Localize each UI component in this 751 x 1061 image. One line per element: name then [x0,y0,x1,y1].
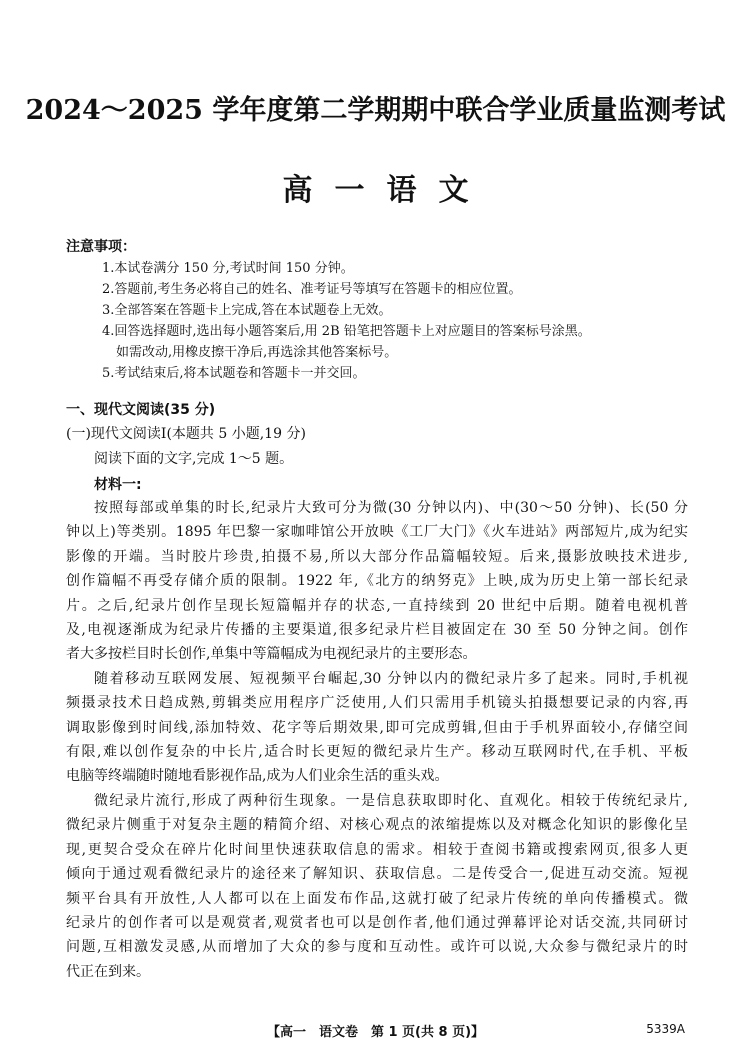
passage-line: 及,电视逐渐成为纪录片传播的主要渠道,很多纪录片栏目被固定在 30 至 50 分钟之间。创作 [66,622,688,639]
passage-line: 电脑等终端随时随地看影视作品,成为人们业余生活的重头戏。 [66,768,449,785]
notice-item: 1.本试卷满分 150 分,考试时间 150 分钟。 [102,261,354,276]
notice-item-continuation: 如需改动,用橡皮擦干净后,再选涂其他答案标号。 [116,345,398,360]
notice-item: 3.全部答案在答题卡上完成,答在本试题卷上无效。 [102,303,392,318]
passage-line: 频摄录技术日趋成熟,剪辑类应用程序广泛使用,人们只需用手机镜头拍摄想要记录的内容,再 [66,695,688,712]
section-subheading: (一)现代文阅读Ⅰ(本题共 5 小题,19 分) [66,426,306,442]
passage-line: 片。之后,纪录片创作呈现长短篇幅并存的状态,一直持续到 20 世纪中后期。随着电视机普 [66,597,688,614]
notice-item: 5.考试结束后,将本试题卷和答题卡一并交回。 [102,366,366,381]
passage-line: 随着移动互联网发展、短视频平台崛起,30 分钟以内的微纪录片多了起来。同时,手机视 [94,670,688,687]
passage-line: 倾向于通过观看微纪录片的途径来了解知识、获取信息。二是传受合一,促进互动交流。短视 [66,866,688,883]
paper-code: 5339A [646,1022,685,1036]
passage-line: 钟以上)等类别。1895 年巴黎一家咖啡馆公开放映《工厂大门》《火车进站》两部短片,成为纪实 [66,524,688,541]
passage-line: 代正在到来。 [66,963,150,980]
passage-line: 影像的开端。当时胶片珍贵,拍摄不易,所以大部分作品篇幅较短。后来,摄影放映技术进步, [66,548,688,565]
passage-line: 频平台具有开放性,人人都可以在上面发布作品,这就打破了纪录片传统的单向传播模式。微 [66,890,688,907]
passage-line: 问题,互相激发灵感,从而增加了大众的参与度和互动性。或许可以说,大众参与微纪录片的时 [66,939,688,956]
page-footer: 【高一 语文卷 第 1 页(共 8 页)】 [266,1025,485,1040]
notice-item: 4.回答选择题时,选出每小题答案后,用 2B 铅笔把答题卡上对应题目的答案标号涂黑。 [102,324,591,339]
passage-line: 微纪录片流行,形成了两种衍生现象。一是信息获取即时化、直观化。相较于传统纪录片, [94,792,688,809]
passage-line: 调取影像到时间线,添加特效、花字等后期效果,即可完成剪辑,但由于手机界面较小,存储空间 [66,719,688,736]
passage-line: 纪录片的创作者可以是观赏者,观赏者也可以是创作者,他们通过弹幕评论对话交流,共同研讨 [66,914,688,931]
reading-instruction: 阅读下面的文字,完成 1～5 题。 [94,451,294,467]
notice-heading: 注意事项： [66,239,136,255]
passage-line: 创作篇幅不再受存储介质的限制。1922 年,《北方的纳努克》上映,成为历史上第一部长纪录 [66,573,688,590]
notice-item: 2.答题前,考生务必将自己的姓名、准考证号等填写在答题卡的相应位置。 [102,282,522,297]
notice-list [102,258,591,384]
passage-body [66,496,688,984]
subject-title: 高一语文 [282,173,491,208]
passage-line: 有限,难以创作复杂的中长片,适合时长更短的微纪录片生产。移动互联网时代,在手机、平板 [66,744,688,761]
material-label: 材料一: [94,477,142,493]
passage-line: 者大多按栏目时长创作,单集中等篇幅成为电视纪录片的主要形态。 [66,646,477,663]
section-heading: 一、现代文阅读(35 分) [66,402,216,418]
passage-line: 微纪录片侧重于对复杂主题的精简介绍、对核心观点的浓缩提炼以及对概念化知识的影像化呈 [66,817,688,834]
exam-title: 2024～2025 学年度第二学期期中联合学业质量监测考试 [25,95,726,126]
passage-line: 按照每部或单集的时长,纪录片大致可分为微(30 分钟以内)、中(30～50 分钟)、长(50 分 [94,500,688,516]
passage-line: 现,更契合受众在碎片化时间里快速获取信息的需求。相较于查阅书籍或搜索网页,很多人更 [66,841,688,858]
